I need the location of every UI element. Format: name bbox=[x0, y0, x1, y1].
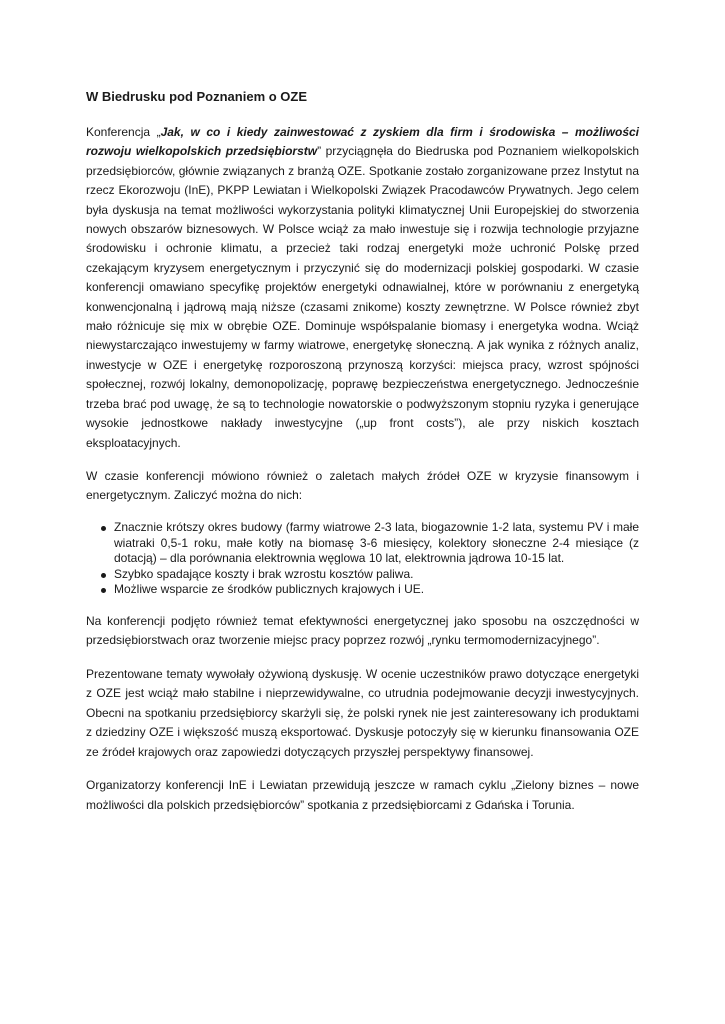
intro-body: ” przyciągnęła do Biedruska pod Poznaniem wielkopolskich przedsiębiorców, głównie związanych z branżą OZE. Spotkanie zostało zorganizowane przez Instytut na rzecz Ekorozwoju (InE), PKPP Lewiatan i Wielkopolski Związek Pracodawców Prywatnych. Jego celem była dyskusja na temat możliwości wykorzystania polityki klimatycznej Unii Europejskiej do stworzenia nowych obszarów biznesowych. W Polsce wciąż za mało inwestuje się i rozwija technologie przyjazne środowisku i ochronie klimatu, a przecież taki rodzaj energetyki może uchronić Polskę przed czekającym kryzysem energetycznym i przyczynić się do modernizacji polskiej gospodarki. W czasie konferencji omawiano specyfikę projektów energetyki odnawialnej, które w porównaniu z energetyką konwencjonalną i jądrową mają niższe (czasami znikome) koszty zewnętrzne. W Polsce również zbyt mało różnicuje się mix w obrębie OZE. Dominuje współspalanie biomasy i energetyka wodna. Wciąż niewystarczająco inwestujemy w farmy wiatrowe, energetykę słoneczną. A jak wynika z różnych analiz, inwestycje w OZE i energetykę rozporoszoną przynoszą korzyści: miejsca pracy, wzrost spójności społecznej, rozwój lokalny, demonopolizację, poprawę bezpieczeństwa energetycznego. Jednocześnie trzeba brać pod uwagę, że są to technologie nowatorskie o podwyższonym stopniu ryzyka i generujące wysokie jednostkowe nakłady inwestycyjne („up front costs”), ale przy niskich kosztach eksploatacyjnych. bbox=[86, 144, 639, 450]
document-page bbox=[86, 88, 639, 829]
advantages-list bbox=[86, 520, 639, 598]
list-item-text: Możliwe wsparcie ze środków publicznych krajowych i UE. bbox=[114, 582, 425, 597]
paragraph-efficiency: Na konferencji podjęto również temat efektywności energetycznej jako sposobu na oszczędności w przedsiębiorstwach oraz tworzenie miejsc pracy poprzez rozwój „rynku termomodernizacyjnego”. bbox=[86, 613, 639, 648]
conference-title: Jak, w co i kiedy zainwestować z zyskiem dla firm i środowiska – możliwości rozwoju wielkopolskich przedsiębiorstw bbox=[86, 125, 639, 159]
paragraph-small-oze: W czasie konferencji mówiono również o zaletach małych źródeł OZE w kryzysie finansowym i energetycznym. Zaliczyć można do nich: bbox=[86, 468, 639, 503]
document-title: W Biedrusku pod Poznaniem o OZE bbox=[86, 89, 308, 104]
intro-paragraph bbox=[86, 123, 639, 453]
list-item-text: Szybko spadające koszty i brak wzrostu kosztów paliwa. bbox=[114, 566, 414, 581]
bullet-icon bbox=[101, 526, 106, 531]
list-item-text: Znacznie krótszy okres budowy (farmy wiatrowe 2-3 lata, biogazownie 1-2 lata, systemu PV i małe wiatraki 0,5-1 roku, małe kotły na biomasę 3-6 miesięcy, kolektory słoneczne 2-4 miesiące (z dotacją) – dla porównania elektrownia węglowa 10 lat, elektrownia jądrowa 10-15 lat. bbox=[114, 519, 639, 566]
list-item bbox=[86, 582, 639, 598]
bullet-icon bbox=[101, 573, 106, 578]
paragraph-discussion: Prezentowane tematy wywołały ożywioną dyskusję. W ocenie uczestników prawo dotyczące energetyki z OZE jest wciąż mało stabilne i nieprzewidywalne, co utrudnia podejmowanie decyzji inwestycyjnych. Obecni na spotkaniu przedsiębiorcy skarżyli się, że polski rynek nie jest zainteresowany ich produktami z dziedziny OZE i większość muszą eksportować. Dyskusje potoczyły się w kierunku finansowania OZE ze źródeł krajowych oraz zapowiedzi dotyczących przyszłej perspektywy finansowej. bbox=[86, 666, 639, 759]
list-item bbox=[86, 567, 639, 583]
list-item bbox=[86, 520, 639, 567]
intro-prefix: Konferencja „ bbox=[86, 125, 161, 139]
paragraph-organizers: Organizatorzy konferencji InE i Lewiatan przewidują jeszcze w ramach cyklu „Zielony biznes – nowe możliwości dla polskich przedsiębiorców” spotkania z przedsiębiorcami z Gdańska i Torunia. bbox=[86, 778, 639, 812]
bullet-icon bbox=[101, 588, 106, 593]
